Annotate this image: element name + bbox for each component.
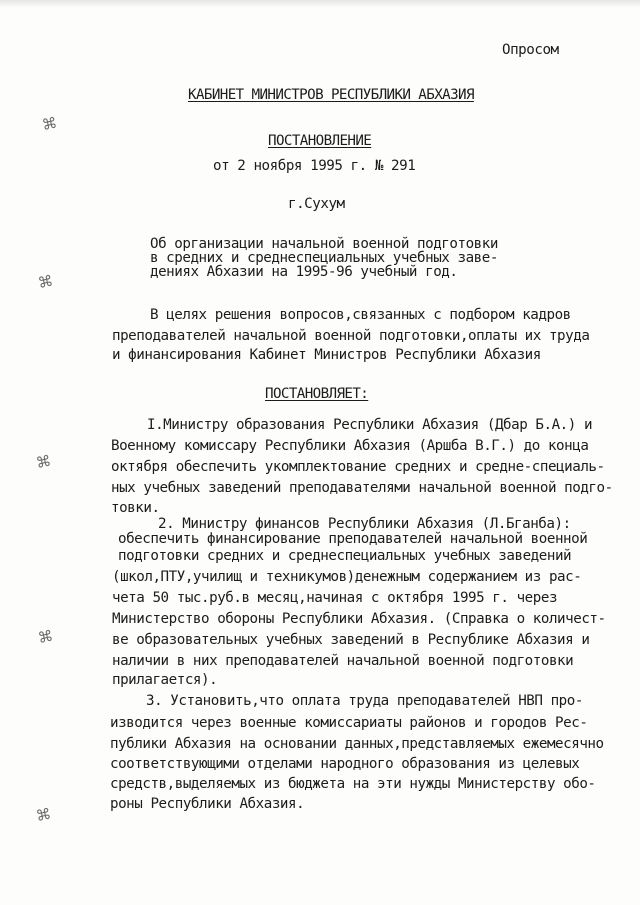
item-line: Военному комиссару Республики Абхазия (Аршба В.Г.) до конца [111, 438, 589, 454]
item-line: подготовки средних и среднеспециальных учебных заведений [118, 548, 572, 564]
item-line: средств,выделяемых из бюджета на эти нужды Министерству обо- [110, 776, 596, 792]
punch-hole-mark: ⌘ [40, 113, 59, 135]
item-line: октября обеспечить укомплектование средних и средне-специаль- [111, 459, 605, 475]
preamble-line: и финансирования Кабинет Министров Республики Абхазия [112, 347, 541, 363]
punch-hole-mark: ⌘ [34, 804, 53, 826]
item-line: 3. Установить,что оплата труда преподавателей НВП про- [146, 693, 583, 709]
subject-line: дениях Абхазии на 1995-96 учебный год. [150, 264, 458, 280]
item-line: чета 50 тыс.руб.в месяц,начиная с октября 1995 г. через [112, 590, 558, 606]
preamble-line: преподавателей начальной военной подготовки,оплаты их труда [112, 328, 590, 344]
preamble-line: В целях решения вопросов,связанных с подбором кадров [150, 307, 571, 323]
punch-hole-mark: ⌘ [36, 271, 55, 293]
scan-edge [0, 0, 640, 8]
subject-line: в средних и среднеспециальных учебных заве- [150, 250, 498, 266]
document-type: ПОСТАНОВЛЕНИЕ [268, 133, 372, 149]
subject-line: Об организации начальной военной подготовки [150, 236, 498, 252]
item-line: товки. [111, 500, 160, 516]
item-line: наличии в них преподавателей начальной военной подготовки [112, 653, 574, 669]
item-line: ных учебных заведений преподавателями начальной военной подго- [111, 480, 613, 496]
organization-title: КАБИНЕТ МИНИСТРОВ РЕСПУБЛИКИ АБХАЗИЯ [188, 87, 474, 103]
item-line: соответствующими отделами народного образования из целевых [110, 756, 580, 772]
item-line: изводится через военные комиссариаты районов и городов Рес- [110, 715, 588, 731]
date-number: от 2 ноября 1995 г. № 291 [213, 158, 416, 174]
item-line: 2. Министру финансов Республики Абхазия (Л.Бганба): [158, 516, 571, 532]
item-line: прилагается). [112, 672, 218, 688]
punch-hole-mark: ⌘ [34, 451, 53, 473]
item-line: роны Республики Абхазия. [110, 796, 305, 812]
item-line: ве образовательных учебных заведений в Республике Абхазия и [112, 632, 590, 648]
resolves-heading: ПОСТАНОВЛЯЕТ: [265, 386, 369, 402]
item-line: Министерство обороны Республики Абхазия. (Справка о количест- [112, 611, 606, 627]
item-line: I.Министру образования Республики Абхазия (Дбар Б.А.) и [147, 417, 593, 433]
item-line: (школ,ПТУ,училищ и техникумов)денежным содержанием из рас- [112, 569, 582, 585]
place: г.Сухум [288, 196, 345, 212]
punch-hole-mark: ⌘ [36, 626, 55, 648]
routing-mark: Опросом [502, 42, 559, 58]
item-line: обеспечить финансирование преподавателей начальной военной [118, 531, 588, 547]
item-line: публики Абхазия на основании данных,представляемых ежемесячно [110, 736, 604, 752]
